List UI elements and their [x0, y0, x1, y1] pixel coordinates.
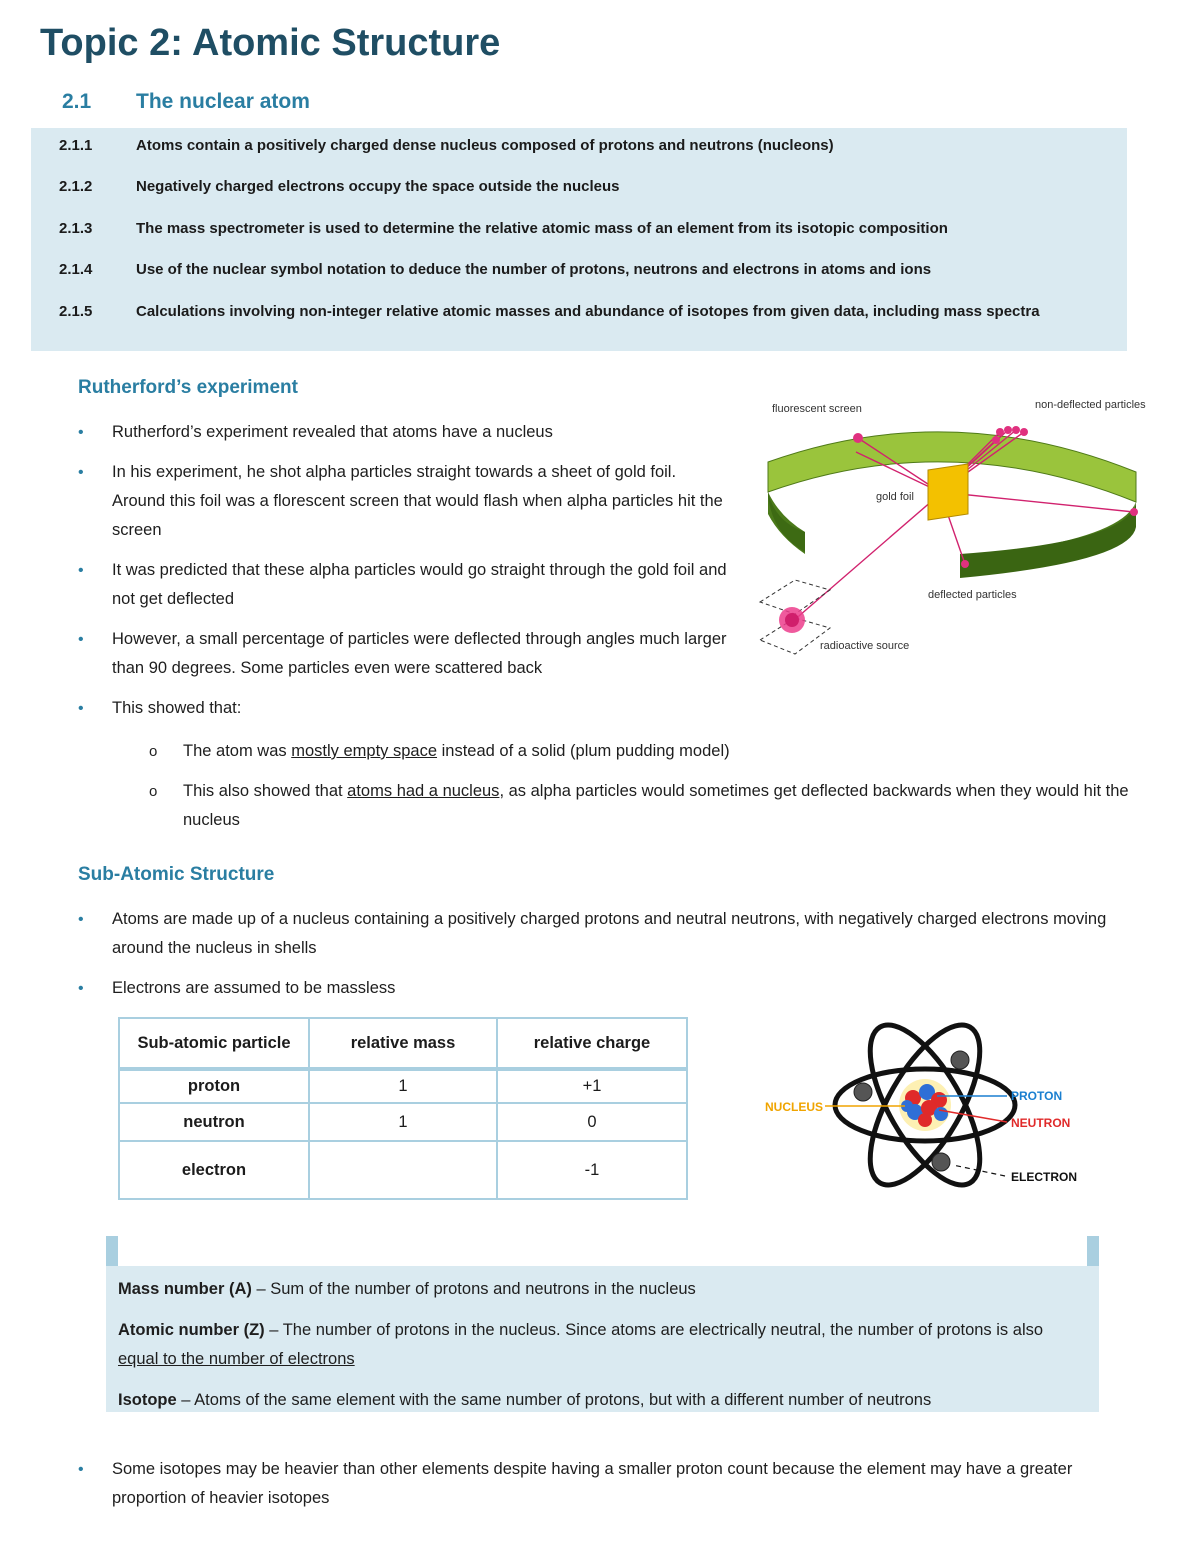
- label-nucleus: NUCLEUS: [765, 1100, 824, 1114]
- list-item: • However, a small percentage of particles were deflected through angles much larger than 90 degrees. Some particles even were scattered back: [78, 625, 728, 683]
- electron-dot: [951, 1051, 969, 1069]
- particle-table: [118, 1017, 688, 1200]
- table-header-row: [119, 1018, 687, 1069]
- circle-bullet-icon: o: [149, 743, 158, 760]
- label-source: radioactive source: [820, 640, 910, 652]
- list-item: • Some isotopes may be heavier than other elements despite having a smaller proton count because the element may have a greater proportion of heavier isotopes: [78, 1455, 1148, 1513]
- table-row: [119, 1141, 687, 1199]
- table-cell: 1: [309, 1069, 497, 1103]
- label-screen: fluorescent screen: [772, 403, 862, 415]
- bullet-icon: •: [78, 464, 84, 481]
- list-item: • This showed that:: [78, 694, 728, 723]
- table-header: relative charge: [497, 1018, 687, 1069]
- list-item: o This also showed that atoms had a nucleus, as alpha particles would sometimes get deflected backwards when they would hit the nucleus: [149, 777, 1159, 835]
- syllabus-number: 2.1.2: [59, 178, 93, 195]
- label-proton: PROTON: [1011, 1089, 1063, 1103]
- syllabus-text: Atoms contain a positively charged dense nucleus composed of protons and neutrons (nucleons): [136, 137, 834, 154]
- bullet-icon: •: [78, 631, 84, 648]
- table-header: Sub-atomic particle: [119, 1018, 309, 1069]
- bullet-icon: •: [78, 700, 84, 717]
- syllabus-number: 2.1.5: [59, 303, 93, 320]
- definition-mass-number: Mass number (A) – Sum of the number of protons and neutrons in the nucleus: [118, 1280, 696, 1298]
- syllabus-box: [31, 128, 1127, 351]
- circle-bullet-icon: o: [149, 783, 158, 800]
- table-cell: 1: [309, 1103, 497, 1141]
- definition-isotope: Isotope – Atoms of the same element with the same number of protons, but with a different number of neutrons: [118, 1391, 932, 1409]
- syllabus-text: The mass spectrometer is used to determine the relative atomic mass of an element from its isotopic composition: [136, 220, 948, 237]
- rutherford-heading: Rutherford’s experiment: [78, 377, 298, 398]
- rutherford-sub-bullets: [149, 737, 1159, 835]
- syllabus-number: 2.1.4: [59, 261, 93, 278]
- atom-diagram: [755, 1010, 1085, 1210]
- label-neutron: NEUTRON: [1011, 1116, 1071, 1130]
- table-cell: neutron: [119, 1103, 309, 1141]
- list-item: • In his experiment, he shot alpha particles straight towards a sheet of gold foil. Around this foil was a florescent screen that would flash when alpha particles hit the screen: [78, 458, 728, 545]
- bullet-icon: •: [78, 980, 84, 997]
- page-title: Topic 2: Atomic Structure: [40, 22, 501, 64]
- bullet-icon: •: [78, 562, 84, 579]
- definitions-box: [106, 1236, 1099, 1412]
- list-item: • It was predicted that these alpha particles would go straight through the gold foil and not get deflected: [78, 556, 728, 614]
- subatomic-heading: Sub-Atomic Structure: [78, 864, 275, 885]
- syllabus-text: Calculations involving non-integer relative atomic masses and abundance of isotopes from given data, including mass spectra: [136, 303, 1040, 320]
- rutherford-diagram: [750, 392, 1150, 662]
- table-cell: +1: [497, 1069, 687, 1103]
- table-row: [119, 1069, 687, 1103]
- final-bullets: [78, 1455, 1148, 1513]
- table-cell: proton: [119, 1069, 309, 1103]
- list-item: • Atoms are made up of a nucleus containing a positively charged protons and neutral neutrons, with negatively charged electrons moving around the nucleus in shells: [78, 905, 1138, 963]
- bullet-icon: •: [78, 424, 84, 441]
- list-item: • Rutherford’s experiment revealed that atoms have a nucleus: [78, 418, 728, 447]
- label-electron: ELECTRON: [1011, 1170, 1077, 1184]
- table-header: relative mass: [309, 1018, 497, 1069]
- rutherford-bullets: [78, 418, 728, 723]
- syllabus-number: 2.1.1: [59, 137, 93, 154]
- syllabus-text: Negatively charged electrons occupy the space outside the nucleus: [136, 178, 620, 195]
- table-cell: 0: [497, 1103, 687, 1141]
- table-cell: electron: [119, 1141, 309, 1199]
- box-border-left: [106, 1236, 118, 1266]
- electron-dot: [932, 1153, 950, 1171]
- list-item: o The atom was mostly empty space instead of a solid (plum pudding model): [149, 737, 1159, 766]
- syllabus-number: 2.1.3: [59, 220, 93, 237]
- list-item: • Electrons are assumed to be massless: [78, 974, 1138, 1003]
- definition-atomic-number: Atomic number (Z) – The number of protons in the nucleus. Since atoms are electrically neutral, the number of protons is also equal to the number of electrons: [118, 1321, 1044, 1368]
- syllabus-text: Use of the nuclear symbol notation to deduce the number of protons, neutrons and electrons in atoms and ions: [136, 261, 932, 278]
- table-cell: -1: [497, 1141, 687, 1199]
- bullet-icon: •: [78, 1461, 84, 1478]
- label-non-deflected: non-deflected particles: [1035, 399, 1146, 411]
- section-title: The nuclear atom: [136, 90, 310, 113]
- section-number: 2.1: [62, 90, 92, 113]
- table-cell: [309, 1141, 497, 1199]
- table-row: [119, 1103, 687, 1141]
- subatomic-bullets: [78, 905, 1138, 1003]
- electron-dot: [854, 1083, 872, 1101]
- label-deflected: deflected particles: [928, 589, 1017, 601]
- bullet-icon: •: [78, 911, 84, 928]
- box-border-right: [1087, 1236, 1099, 1266]
- label-gold-foil: gold foil: [876, 491, 914, 503]
